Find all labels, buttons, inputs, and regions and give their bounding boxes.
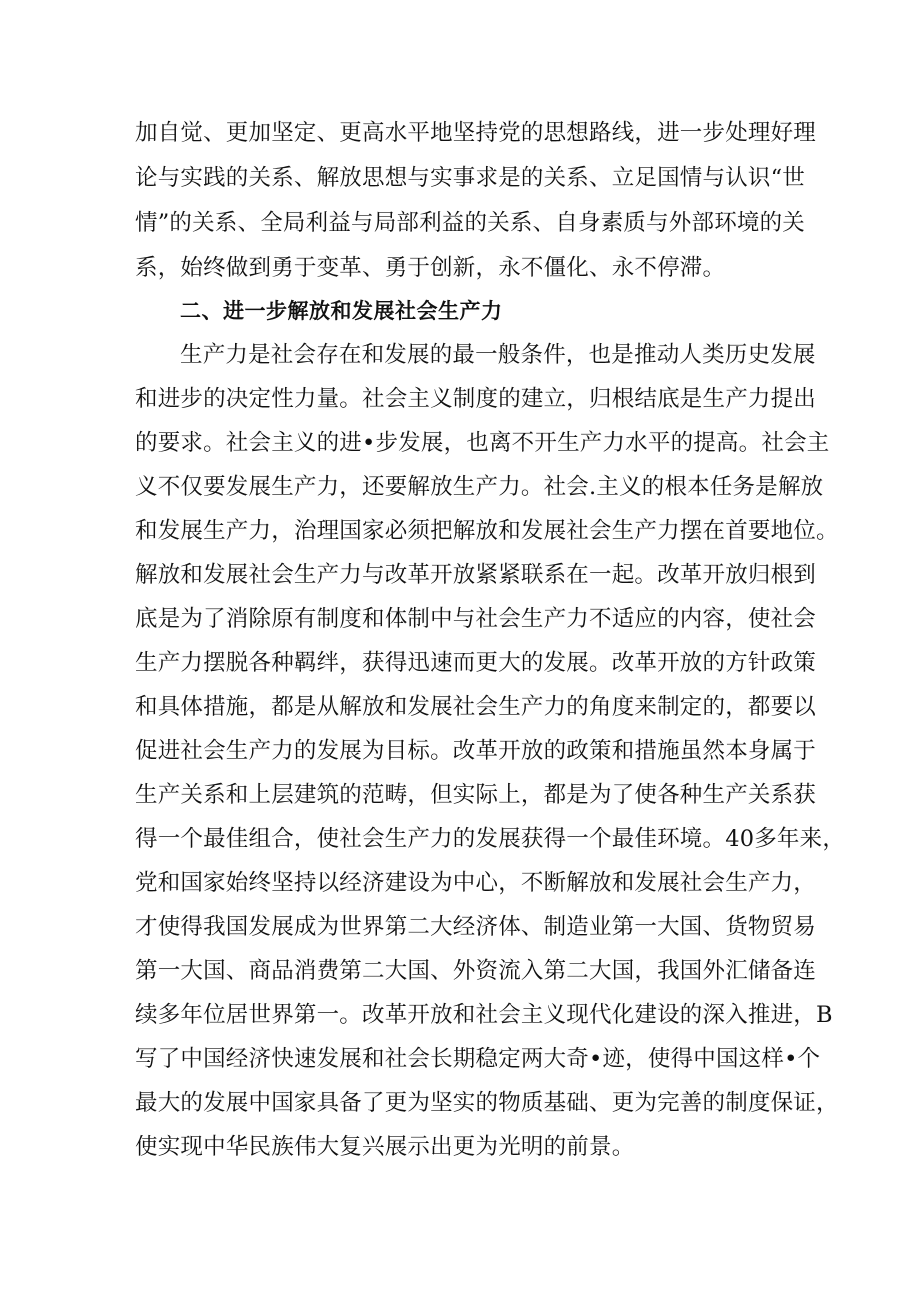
paragraph-1-line-1: 加自觉、更加坚定、更高水平地坚持党的思想路线，进一步处理好理 xyxy=(135,120,817,146)
paragraph-2-line-8: 生产力摆脱各种羁绊，获得迅速而更大的发展。改革开放的方针政策 xyxy=(135,650,817,676)
paragraph-1-line-3: 情”的关系、全局利益与局部利益的关系、自身素质与外部环境的关 xyxy=(135,210,806,236)
paragraph-1-line-4: 系，始终做到勇于变革、勇于创新，永不僵化、永不停滞。 xyxy=(135,255,726,281)
paragraph-1-line-2: 论与实践的关系、解放思想与实事求是的关系、立足国情与认识“世 xyxy=(135,165,806,191)
paragraph-2-line-6: 解放和发展社会生产力与改革开放紧紧联系在一起。改革开放归根到 xyxy=(135,562,817,588)
section-heading: 二、进一步解放和发展社会生产力 xyxy=(180,299,503,323)
paragraph-2-line-2: 和进步的决定性力量。社会主义制度的建立，归根结底是生产力提出 xyxy=(135,386,817,412)
paragraph-2-line-18: 最大的发展中国家具备了更为坚实的物质基础、更为完善的制度保证， xyxy=(135,1090,839,1116)
paragraph-2-line-10: 促进社会生产力的发展为目标。改革开放的政策和措施虽然本身属于 xyxy=(135,738,817,764)
paragraph-2-line-7: 底是为了消除原有制度和体制中与社会生产力不适应的内容，使社会 xyxy=(135,606,817,632)
paragraph-2-line-9: 和具体措施，都是从解放和发展社会生产力的角度来制定的，都要以 xyxy=(135,694,817,720)
paragraph-2-line-12: 得一个最佳组合，使社会生产力的发展获得一个最佳环境。40多年来， xyxy=(135,826,846,852)
paragraph-2-line-5: 和发展生产力，治理国家必须把解放和发展社会生产力摆在首要地位。 xyxy=(135,518,839,544)
paragraph-2-line-14: 才使得我国发展成为世界第二大经济体、制造业第一大国、货物贸易 xyxy=(135,914,817,940)
paragraph-2-line-4: 义不仅要发展生产力，还要解放生产力。社会.主义的根本任务是解放 xyxy=(135,474,824,500)
paragraph-2-line-19: 使实现中华民族伟大复兴展示出更为光明的前景。 xyxy=(135,1134,635,1160)
paragraph-2-line-11: 生产关系和上层建筑的范畴，但实际上，都是为了使各种生产关系获 xyxy=(135,782,817,808)
paragraph-2-line-1: 生产力是社会存在和发展的最一般条件，也是推动人类历史发展 xyxy=(180,342,816,368)
paragraph-2-line-13: 党和国家始终坚持以经济建设为中心，不断解放和发展社会生产力， xyxy=(135,870,817,896)
paragraph-2-line-17: 写了中国经济快速发展和社会长期稳定两大奇•迹，使得中国这样•个 xyxy=(135,1046,821,1072)
paragraph-2-line-15: 第一大国、商品消费第二大国、外资流入第二大国，我国外汇储备连 xyxy=(135,958,817,984)
paragraph-2-line-3: 的要求。社会主义的进•步发展，也离不开生产力水平的提高。社会主 xyxy=(135,430,830,456)
paragraph-2-line-16: 续多年位居世界第一。改革开放和社会主义现代化建设的深入推进，B xyxy=(135,1002,833,1028)
